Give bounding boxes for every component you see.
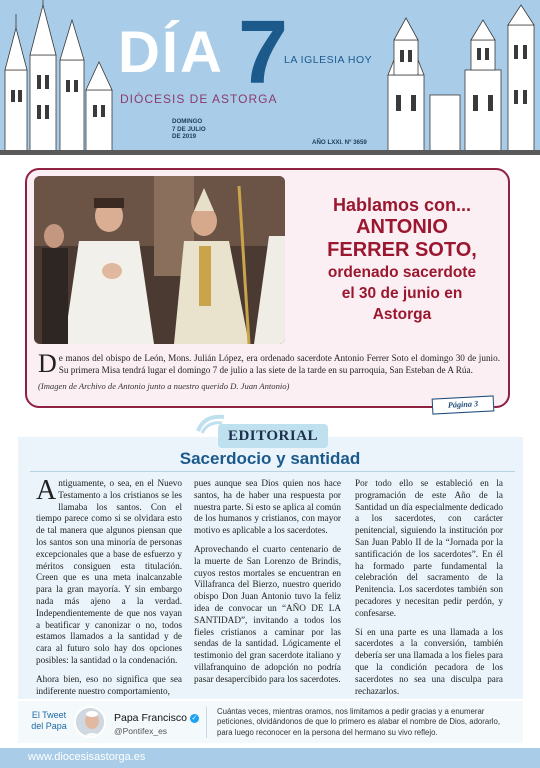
editorial-column-2: pues aunque sea Dios quien nos hace santos, ha de haber una respuesta por nuestra parte. Si esto se aplica al común de los humanos y cristianos, con mayor motivo es aplicable a los sacerdotes. Aprovechando el cuarto centenario de la muerte de San Lorenzo de Brindis, cuyos restos mortales se encuentran en Villafranca del Bierzo, nuestro querido obispo Don Juan Antonio tuvo la feliz idea de convocar un “AÑO DE LA SANTIDAD”, invitando a todos los fieles cristianos a caminar por las sendas de la santidad. Lógicamente el testimonio del gran sacerdote italiano y villafranquino de adopción no podría pasar desapercibido para los sacerdotes. xyxy=(194,478,341,684)
avatar xyxy=(74,706,106,738)
ordination-photo-image xyxy=(34,176,285,344)
tweet-author-handle[interactable]: @Pontifex_es xyxy=(114,726,168,736)
page-reference-tag[interactable]: Página 3 xyxy=(432,395,495,414)
issue-number: AÑO LXXI. Nº 3659 xyxy=(312,139,367,146)
cathedral-skyline-left-illustration xyxy=(0,0,115,155)
diocese-name: DIÓCESIS DE ASTORGA xyxy=(120,92,278,106)
feature-dropcap: D xyxy=(38,349,57,378)
editorial-column-3: Por todo ello se estableció en la programación de este Año de la Santidad un día especialmente dedicado a los sacerdotes, con carácter penitencial, siguiendo la institución por San Juan Pablo II de la “Jornada por la santificación de los sacerdotes”. En él ha formado parte fundamental la celebración del sacramento de la Penitencia. Los sacerdotes también son pecadores y necesitan pedir perdón, y confesarse. Si en una parte es una llamada a los sacerdotes a la conversión, también debería ser una llamada a los fieles para que la condición pecadora de los sacerdotes no sea una disculpa para rechazarlos. xyxy=(355,478,503,723)
editorial-dropcap: A xyxy=(36,475,57,506)
footer-website-link[interactable]: www.diocesisastorga.es xyxy=(28,751,146,763)
tweet-text: Cuántas veces, mientras oramos, nos limitamos a pedir gracias y a enumerar peticiones, olvidándonos de que lo primero es alabar el nombre de Dios, adorarlo, para luego reconocer en la persona del hermano su vivo reflejo. xyxy=(206,707,516,738)
masthead-title-word: DÍA xyxy=(118,20,224,85)
tweet-author-name[interactable]: Papa Francisco ✓ xyxy=(114,712,198,724)
editorial-divider xyxy=(30,471,515,472)
feature-summary: De manos del obispo de León, Mons. Julián López, era ordenado sacerdote Antonio Ferrer Soto el domingo 30 de junio. Su primera Misa tendrá lugar el domingo 7 de julio a las siete de la tarde en su parroquia, San Esteban de A Rúa. xyxy=(38,349,500,378)
editorial-column-1: Antiguamente, o sea, en el Nuevo Testamento a los cristianos se les llamaba los santos. Con el tiempo parece como si se olvidara esto de tal manera que algunos piensan que los santos son una minoría de personas excepcionales que a base de esfuerzo y méritos consiguen esta titulación. Creen que es una meta inalcanzable para la gran mayoría. Y sin embargo nada más ajeno a la verdad. Independientemente de que nos vayan a beatificar y canonizar o no, todos estamos llamados a la santidad y de cara al futuro solo hay dos opciones posibles: la santidad o la condenación. Ahora bien, eso no significa que sea indiferente nuestro comportamiento, xyxy=(36,475,182,696)
photo-caption: (Imagen de Archivo de Antonio junto a nuestro querido D. Juan Antonio) xyxy=(38,381,290,391)
issue-date: DOMINGO 7 DE JULIO DE 2019 xyxy=(172,118,206,140)
header-banner xyxy=(0,0,540,155)
header-bottom-band xyxy=(0,150,540,155)
editorial-title: Sacerdocio y santidad xyxy=(179,449,361,468)
verified-icon: ✓ xyxy=(191,715,198,722)
feature-headline: Hablamos con... ANTONIO FERRER SOTO, ordenado sacerdote el 30 de junio en Astorga xyxy=(327,195,477,323)
masthead-subtitle: LA IGLESIA HOY xyxy=(284,54,373,66)
tweet-section-label: El Tweet del Papa xyxy=(31,710,67,731)
cathedral-skyline-right-illustration xyxy=(380,0,540,155)
editorial-label: EDITORIAL xyxy=(218,424,328,448)
masthead-title-number: 7 xyxy=(238,3,289,103)
ordination-photo xyxy=(34,176,285,344)
